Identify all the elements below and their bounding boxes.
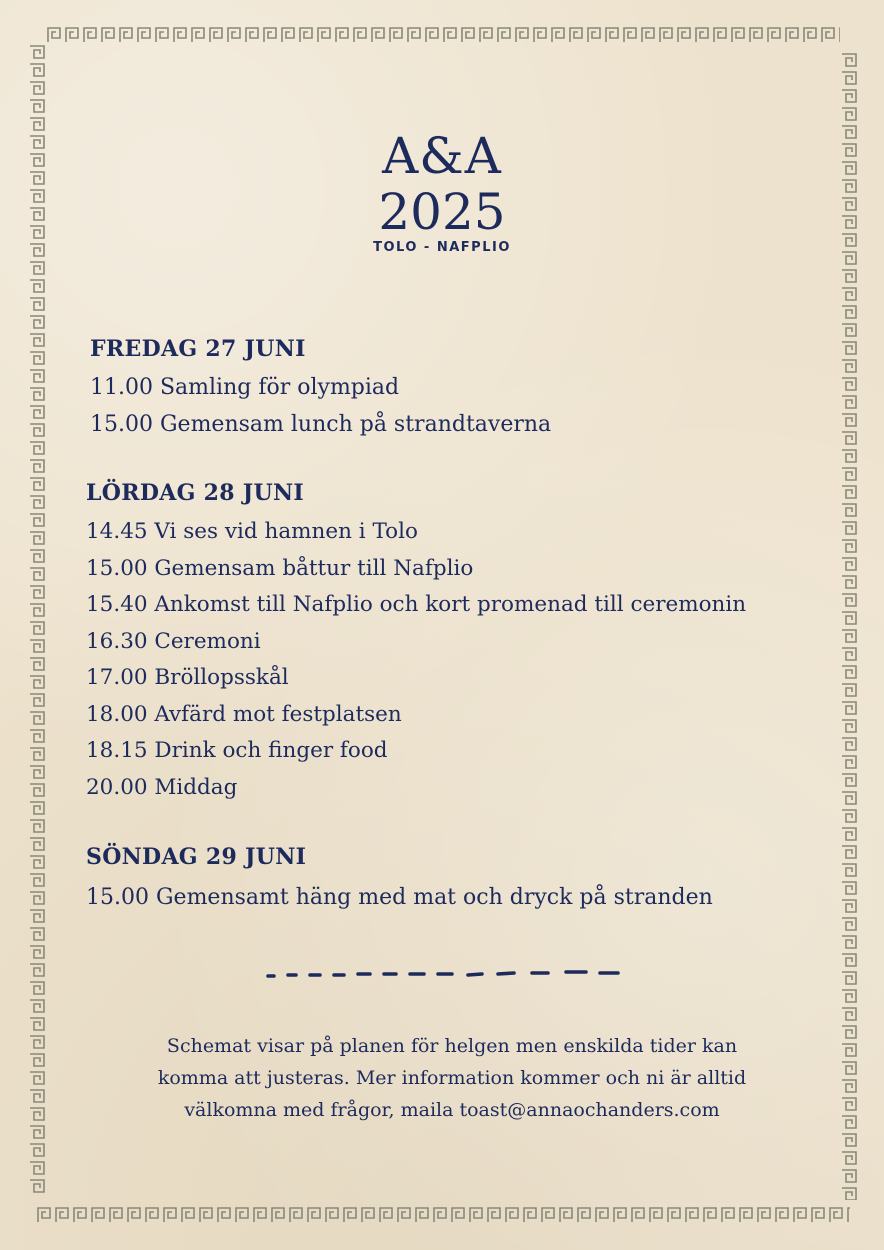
- day-friday: [90, 334, 844, 443]
- dashed-divider: [266, 964, 622, 984]
- schedule-item: 15.00 Gemensam båttur till Nafplio: [86, 555, 474, 581]
- schedule-item: 16.30 Ceremoni: [86, 628, 261, 654]
- schedule-item: 11.00 Samling för olympiad: [90, 375, 400, 400]
- note-line: välkomna med frågor, maila toast@annaochanders.com: [184, 1099, 720, 1121]
- day-heading: SÖNDAG 29 JUNI: [86, 844, 307, 870]
- schedule-item: 15.00 Gemensamt häng med mat och dryck på stranden: [86, 885, 713, 910]
- day-sunday: [86, 842, 844, 917]
- day-heading: LÖRDAG 28 JUNI: [86, 480, 304, 506]
- day-heading: FREDAG 27 JUNI: [90, 336, 306, 362]
- note-line: Schemat visar på planen för helgen men enskilda tider kan: [166, 1035, 738, 1057]
- schedule-item: 20.00 Middag: [86, 774, 238, 800]
- schedule-item: 17.00 Bröllopsskål: [86, 665, 289, 690]
- monogram-title: A&A: [382, 127, 502, 185]
- schedule-item: 15.00 Gemensam lunch på strandtaverna: [90, 411, 552, 437]
- schedule-item: 14.45 Vi ses vid hamnen i Tolo: [86, 519, 418, 544]
- event-year: 2025: [378, 183, 506, 241]
- greek-key-border-bottom: [36, 1204, 850, 1226]
- schedule-item: 18.15 Drink och finger food: [86, 738, 388, 763]
- schedule-item: 15.40 Ankomst till Nafplio och kort promenad till ceremonin: [86, 592, 747, 617]
- greek-key-border-top: [46, 24, 840, 46]
- event-location: TOLO - NAFPLIO: [373, 240, 511, 255]
- footer-note: [100, 1030, 804, 1126]
- day-saturday: [86, 478, 844, 806]
- note-line: komma att justeras. Mer information kommer och ni är alltid: [157, 1067, 747, 1089]
- schedule-item: 18.00 Avfärd mot festplatsen: [86, 701, 402, 727]
